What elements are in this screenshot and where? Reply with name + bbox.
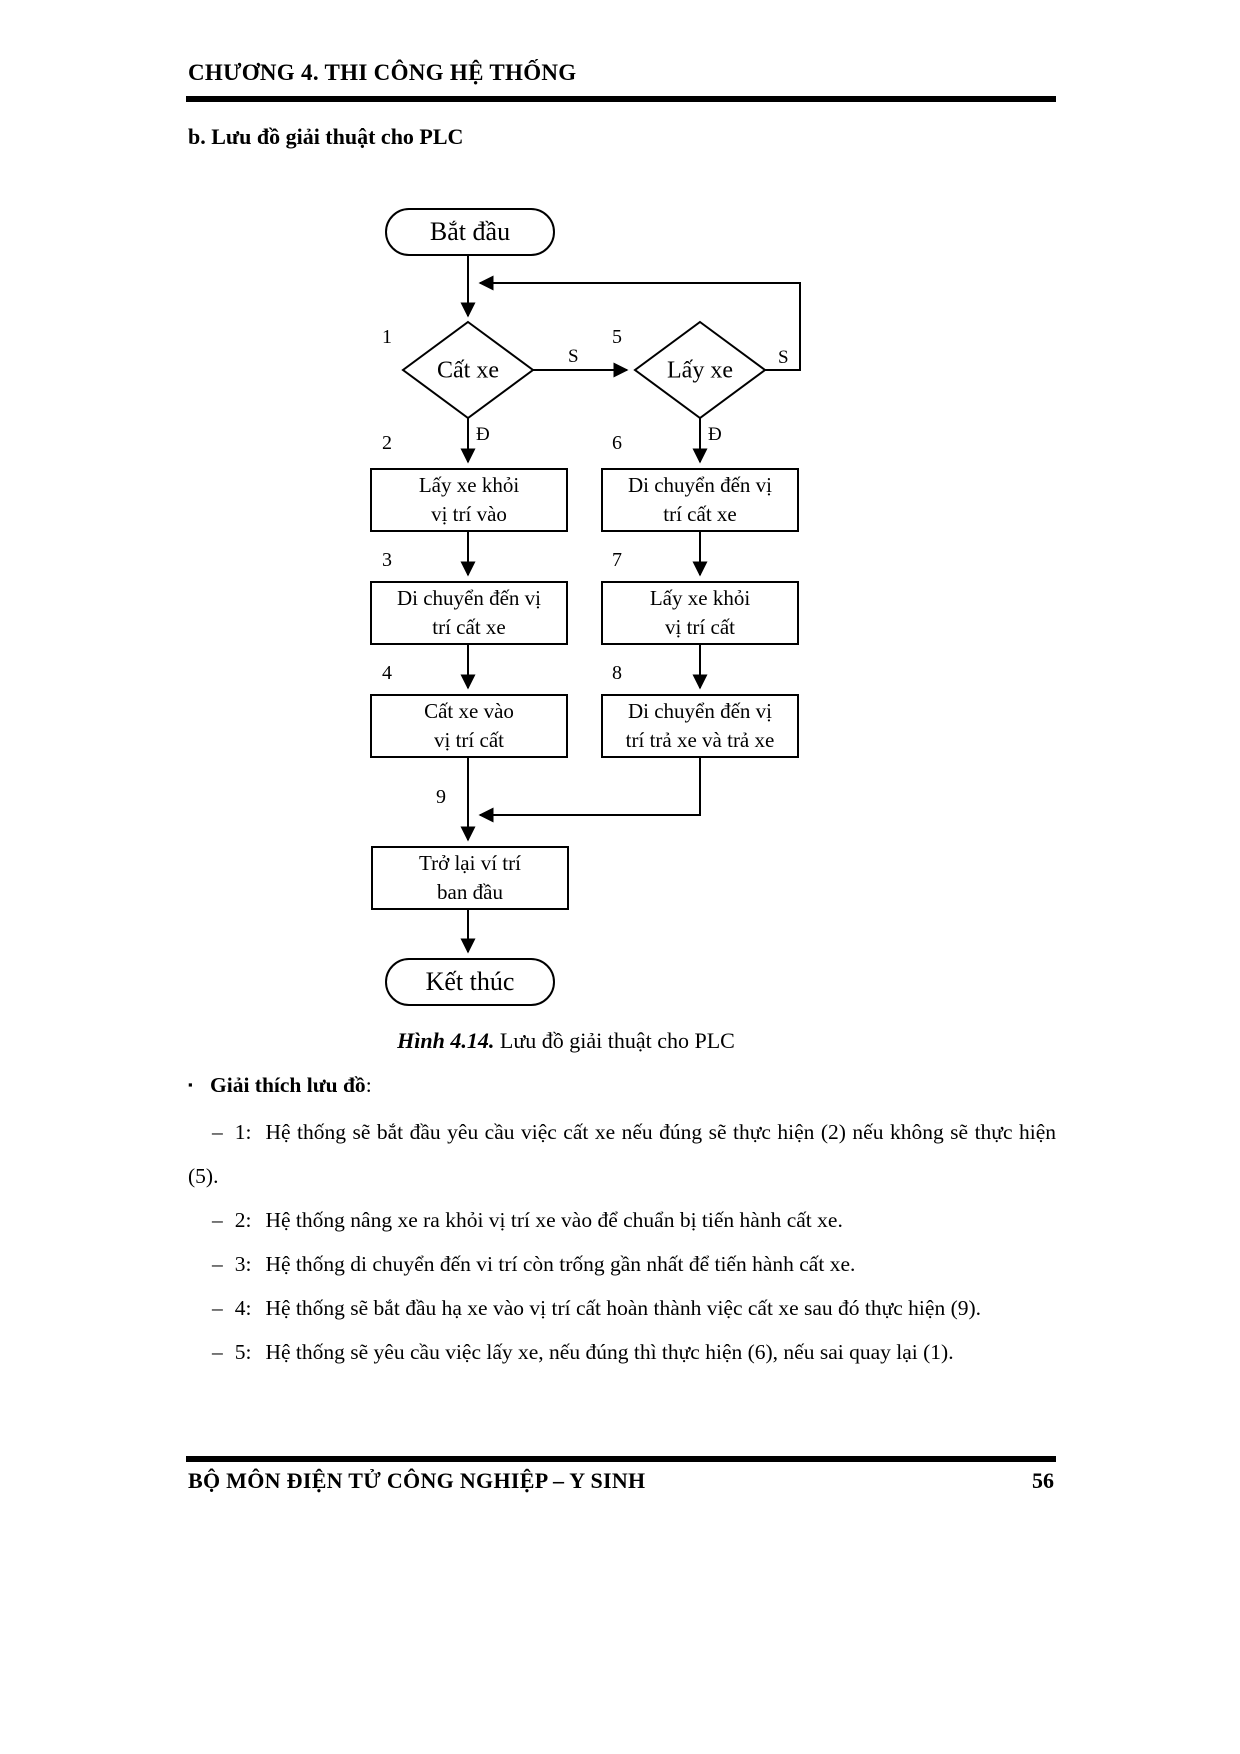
explanation-section xyxy=(188,1073,1056,1374)
start-label: Bắt đầu xyxy=(429,217,511,246)
process-4-line2: vị trí cất xyxy=(434,728,504,752)
end-node xyxy=(385,958,555,1006)
figure-caption-text: Lưu đồ giải thuật cho PLC xyxy=(494,1028,735,1053)
item-number: 5: xyxy=(234,1340,252,1364)
process-box-4 xyxy=(370,694,568,758)
dash-marker: – xyxy=(212,1208,223,1232)
decision-label-lay-xe: Lấy xe xyxy=(667,357,733,384)
step-number-9: 9 xyxy=(436,786,446,808)
process-box-return xyxy=(371,846,569,910)
process-3-line2: trí cất xe xyxy=(432,615,506,639)
explanation-heading-text: Giải thích lưu đồ xyxy=(210,1073,366,1097)
process-7-line2: vị trí cất xyxy=(665,615,735,639)
process-8-line1: Di chuyển đến vị xyxy=(627,699,773,724)
item-text: Hệ thống di chuyển đến vi trí còn trống gần nhất để tiến hành cất xe. xyxy=(265,1252,856,1276)
connector-d5-no-loop xyxy=(480,283,800,370)
process-return-line2: ban đầu xyxy=(437,880,503,904)
process-6-line1: Di chuyển đến vị xyxy=(627,473,773,498)
branch-label-d-left: Đ xyxy=(476,424,490,445)
item-number: 4: xyxy=(234,1296,252,1320)
item-text: Hệ thống nâng xe ra khỏi vị trí xe vào để chuẩn bị tiến hành cất xe. xyxy=(265,1208,843,1232)
process-2-line1: Lấy xe khỏi xyxy=(418,473,520,498)
process-8-line2: trí trả xe và trả xe xyxy=(625,728,775,752)
process-box-3 xyxy=(370,581,568,645)
explanation-item-1 xyxy=(188,1110,1056,1198)
step-number-1: 1 xyxy=(382,326,392,348)
process-box-7 xyxy=(601,581,799,645)
step-number-4: 4 xyxy=(382,662,392,684)
step-number-6: 6 xyxy=(612,432,622,454)
footer-department: BỘ MÔN ĐIỆN TỬ CÔNG NGHIỆP – Y SINH xyxy=(188,1468,646,1493)
dash-marker: – xyxy=(212,1340,223,1364)
explanation-heading-suffix: : xyxy=(365,1073,372,1097)
item-text: Hệ thống sẽ yêu cầu việc lấy xe, nếu đúng thì thực hiện (6), nếu sai quay lại (1). xyxy=(265,1340,954,1364)
process-2-line2: vị trí vào xyxy=(431,502,507,526)
item-text: Hệ thống sẽ bắt đầu yêu cầu việc cất xe nếu đúng sẽ thực hiện (2) nếu không sẽ thực hiện (5). xyxy=(188,1120,1056,1188)
explanation-item-4 xyxy=(188,1286,1056,1330)
item-number: 1: xyxy=(234,1120,252,1144)
branch-label-s-mid: S xyxy=(568,346,579,367)
item-number: 2: xyxy=(234,1208,252,1232)
step-number-7: 7 xyxy=(612,549,622,571)
process-return-line1: Trở lại ví trí xyxy=(419,851,521,876)
start-node xyxy=(385,208,555,256)
section-heading: b. Lưu đồ giải thuật cho PLC xyxy=(188,124,464,149)
connector-b8-merge xyxy=(480,758,700,815)
chapter-title: CHƯƠNG 4. THI CÔNG HỆ THỐNG xyxy=(188,60,577,85)
dash-marker: – xyxy=(212,1120,223,1144)
process-3-line1: Di chuyển đến vị xyxy=(396,586,542,611)
process-box-2 xyxy=(370,468,568,532)
footer-rule xyxy=(186,1456,1056,1462)
end-label: Kết thúc xyxy=(425,967,515,996)
step-number-3: 3 xyxy=(382,549,392,571)
explanation-item-5 xyxy=(188,1330,1056,1374)
item-number: 3: xyxy=(234,1252,252,1276)
step-number-5: 5 xyxy=(612,326,622,348)
explanation-item-3 xyxy=(188,1242,1056,1286)
branch-label-d-right: Đ xyxy=(708,424,722,445)
process-7-line1: Lấy xe khỏi xyxy=(649,586,751,611)
branch-label-s-right: S xyxy=(778,347,789,368)
process-4-line1: Cất xe vào xyxy=(424,699,514,724)
step-number-2: 2 xyxy=(382,432,392,454)
explanation-item-2 xyxy=(188,1198,1056,1242)
item-text: Hệ thống sẽ bắt đầu hạ xe vào vị trí cất hoàn thành việc cất xe sau đó thực hiện (9). xyxy=(265,1296,982,1320)
footer-page-number: 56 xyxy=(1032,1468,1054,1493)
figure-caption-label: Hình 4.14. xyxy=(397,1028,495,1053)
dash-marker: – xyxy=(212,1252,223,1276)
square-bullet-icon: ▪ xyxy=(188,1077,193,1092)
dash-marker: – xyxy=(212,1296,223,1320)
process-box-8 xyxy=(601,694,799,758)
decision-label-cat-xe: Cất xe xyxy=(437,357,499,384)
process-box-6 xyxy=(601,468,799,532)
process-6-line2: trí cất xe xyxy=(663,502,737,526)
step-number-8: 8 xyxy=(612,662,622,684)
